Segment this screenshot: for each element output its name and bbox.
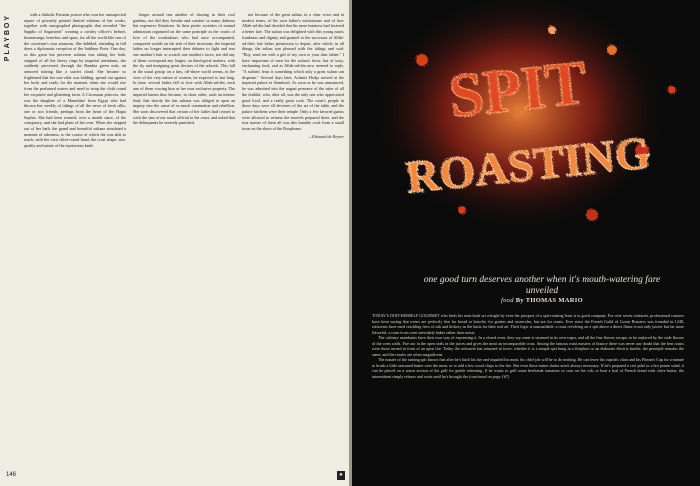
body-paragraph-3-text: The master of the turning spit knows that after he's built his fire and impaled his meat, his chief job will be to do nothing. He can leave his cupola's chair and his Flimm's Cup for a minute to brush a little seasoned butter over the meat, or to add a few wood chips to the fire. But even these minor duties aren't always necessary. If he's prepared a rice pilaf or a hot potato salad, it can be placed on a warm section of the grill for gentle reheating. If he wants to grill some beefsteak tomatoes or corn on the cob, or heat a loaf of French bread with chive butter, the intermittent simply relaxes and waits until he's brought the bbox=[372, 357, 684, 380]
page-number: 146 bbox=[6, 472, 17, 478]
credit-author: By THOMAS MARIO bbox=[515, 297, 583, 304]
left-page bbox=[0, 0, 349, 486]
article-credit bbox=[412, 297, 672, 304]
column-1-text: with a diabolic Parisian poison who won her unsuspected repute of privately printed limited editions of her works, together with autographed photographs that revealed "the Sappho of Sogarsteni" wearing a cavalry officer's helmet, boomerangs, breeches and spurs, for all the world like one of the courtesan's own amazons. She dabbled, attending in full dress a diplomatic reception of the Sublime Porte. One day, as this great but perverse sultana was taking her bath, stripped of all her heavy rings by imperial attendants, she suddenly perceived, through the Rambia green mist, an armored stirring like a scarlet cloud. She became so frightened that her son-valet was bidding, spread out against her body and ready for the moment when she would rise from the perfumed waters and need to wrap the cloth round her exquisite and glistening form. A Circassian princess, she was the daughter of a Mameluke from Egypt who had thrown her weekly of tidings of all the news of fresh silks, one or two friends, perhaps from the heart of the Hagia Sophia. She had been warned, over a month since, of the conspiracy, and she had plans of her own. When she stepped out of her bath, the grand and beautiful sultana simulated a moment of calmness, to the course of which she was able to reach, with her own silver-coned hand, the crust shape, size, quality and nature of the mysterious knife. bbox=[24, 12, 126, 149]
article-column-2 bbox=[133, 12, 235, 458]
column-3-text: not because of the great sultan, in a clear voice and in modest terms, of his own father's misfortunes and of how Allah-ud-din had decided that his mere business had fostered a better fate. The sultan was delighted with this young man's frankness and dignity and granted to the successor of Allah-ud-din's late father permission to depart, after which, in all things, the sultan was pleased with the tidings and said: "Boy, send me with a gift of my own to your dear father." I have importune of men for the sultan's favor, but of tasty, enchanting food, and as Allah-ud-din now seemed to reply, "A sultan's feast is something which only a great sultan can dispense." Several days later, Achmet Hodja arrived at the imperial palace in Stamboul. As soon as he was announced, he was admitted into the august presence of the ruler of all the faithful, who, after all, was the only one who appreciated good food, and a really great cook. The court's people in those days were all devotees of the art of the table, and the palace kitchens were their temple. Only a few favored guests were allowed to witness the marvels prepared there, and the true master of them all was this humble cook from a small town on the shore of the Bosphorus. bbox=[242, 12, 344, 132]
column-2-text: longer around one another of chasing in their cool gardens, nor did they forsake and comfort so many dubious but expensive flirtations. In their poetic societies of mutual admiration organized on the same principle as the courts of love of the troubadours who had once accompanied, conquered worlds on the side of their invasions, the imperial ladies no longer interrupted their debates to fight and tear one another's hair or scratch one another's faces; nor did any of them correspond any longer, on theological matters, with the sly and intriguing great doctors of the schools. This lull in the usual gossip on a tiny, off-shore world seems, in the view of the very nature of women, be expected to last long. In time, several ladies fell in love with Allah-ud-din, each one of them vowing him as her own exclusive property. The imperial harem thus became, in short order, such an intense feud, that shortly the fair sultana was obliged to open an inquiry into the cause of so much commotion and rebellion. She soon discovered that certain of her ladies had ceased to wish the sins of our small official to the court, and asked that the delinquents be severely punished. bbox=[133, 12, 235, 126]
credit-section: food bbox=[501, 297, 514, 304]
article-column-3 bbox=[242, 12, 344, 458]
article-column-1 bbox=[24, 12, 126, 458]
right-page bbox=[352, 0, 700, 486]
art-title-line-2: ROASTING bbox=[403, 126, 654, 203]
spit-roast-title-art bbox=[352, 0, 700, 248]
art-title-line-1: SPIT bbox=[445, 49, 591, 132]
body-paragraph-2: The culinary mandarins have their own way of expressing it. In a closed oven, they say, meat is steamed in its own vapor, and all the fine flavors escape, to be replaced by the stale flavors of the oven walls. Fire out in the open seals in the juices and gives the meat an incomparable crust. Among the famous roast masters of history there was never any doubt that the best roasts were those turned in front of an open fire. Today the rotisserie has returned in force: whether it is a simple spit hung in a fireplace or an elaborate electric broiler, the principle remains the same, and the results are often magnificent. bbox=[372, 335, 684, 357]
article-headline: one good turn deserves another when it's mouth-watering fare unveiled bbox=[423, 275, 661, 296]
continued-note: (continued on page 167) bbox=[469, 374, 510, 380]
end-mark-icon: ♠ bbox=[337, 471, 345, 480]
article-body bbox=[372, 313, 684, 479]
body-paragraph-1: TODAY'S DOIT-HIMSELF GOURMET who finds his taste buds set a-tingle by even the prospect of a spit-roasting feast is in good company. For over seven centuries, professional roasters have been saying that ovens are perfectly fine for bread or brioche, for gratins and casseroles, but not for roasts. Ever since the French Guild of Goose Roasters was founded in 1248, rotisseurs have used crackling fires of oak and hickory as the basis for their real art. Their logic is unassailable: a roast revolving on a spit above a direct flame is not only juicier but far more flavorful; a roast in an oven inevitably bakes rather than roasts. bbox=[372, 313, 684, 335]
article-columns bbox=[24, 12, 344, 458]
body-paragraph-3 bbox=[372, 357, 684, 379]
magazine-name: PLAYBOY bbox=[4, 14, 11, 62]
article-byline: —Edouard de Keyser bbox=[308, 133, 344, 139]
